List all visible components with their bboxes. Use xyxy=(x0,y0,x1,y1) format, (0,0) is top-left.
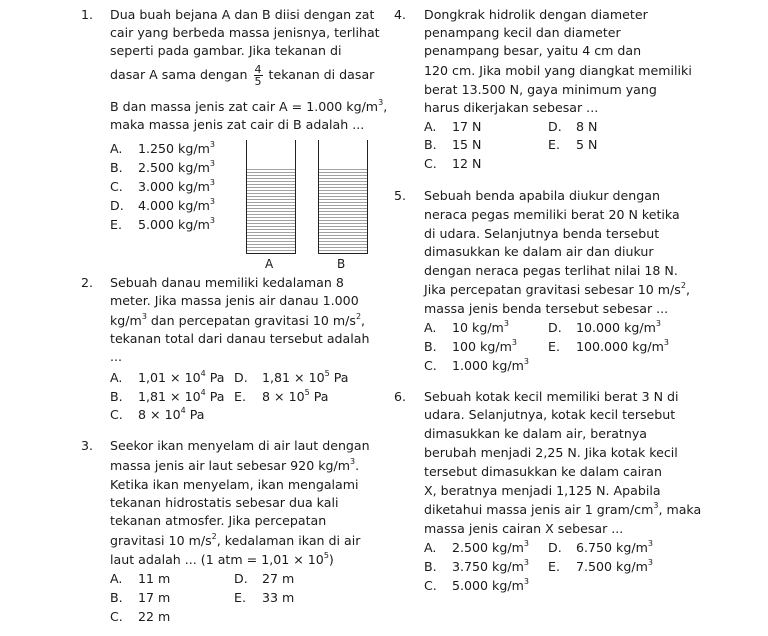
option-text xyxy=(138,216,215,234)
question-text-line: Sebuah kotak kecil memiliki berat 3 N di xyxy=(424,389,679,404)
text-segment: 6.750 kg/m xyxy=(576,540,648,555)
option-label: E. xyxy=(548,339,560,354)
option-label: A. xyxy=(424,540,437,555)
text-segment: 10 kg/m xyxy=(452,320,504,335)
question-text-line: Sebuah danau memiliki kedalaman 8 xyxy=(110,275,344,290)
text-segment: B dan massa jenis zat cair A = 1.000 kg/m xyxy=(110,99,379,114)
text-segment: 7.500 kg/m xyxy=(576,559,648,574)
question-text-line: Sebuah benda apabila diukur dengan xyxy=(424,188,660,203)
option-label: D. xyxy=(234,370,248,385)
superscript: 3 xyxy=(523,577,529,586)
option-text xyxy=(138,197,215,215)
option-label: D. xyxy=(548,320,562,335)
option-text: 17 m xyxy=(138,590,171,605)
option-text xyxy=(452,577,529,595)
question-text-line xyxy=(110,98,387,116)
option-label: C. xyxy=(424,156,437,171)
question-text-line xyxy=(424,501,701,519)
option-text: 22 m xyxy=(138,609,171,624)
superscript: 2 xyxy=(680,281,686,290)
option-label: A. xyxy=(110,571,123,586)
question-text-line: Dongkrak hidrolik dengan diameter xyxy=(424,7,648,22)
option-text: 12 N xyxy=(452,156,482,171)
text-segment: 5.000 kg/m xyxy=(138,217,210,232)
text-segment: 1,81 × 10 xyxy=(262,370,325,385)
superscript: 3 xyxy=(653,501,659,510)
option-label: D. xyxy=(548,540,562,555)
text-segment: , kedalaman ikan di air xyxy=(216,533,361,548)
text-segment: , xyxy=(361,313,366,328)
option-label: A. xyxy=(110,141,123,156)
option-text xyxy=(576,338,669,356)
option-text xyxy=(138,406,204,424)
option-label: B. xyxy=(110,389,123,404)
superscript: 3 xyxy=(511,338,517,347)
superscript: 4 xyxy=(200,388,206,397)
question-text-line: tekanan hidrostatis sebesar dua kali xyxy=(110,495,339,510)
question-text-line xyxy=(110,312,365,330)
text-segment: dan percepatan gravitasi 10 m/s xyxy=(146,313,356,328)
question-text-line xyxy=(110,551,334,569)
superscript: 3 xyxy=(647,558,653,567)
question-text-line: neraca pegas memiliki berat 20 N ketika xyxy=(424,207,680,222)
superscript: 3 xyxy=(209,140,215,149)
text-segment: , xyxy=(383,99,388,114)
question-text-line: massa jenis cairan X sebesar ... xyxy=(424,521,624,536)
question-text-line: dimasukkan ke dalam air dan diukur xyxy=(424,244,654,259)
fraction-denominator: 5 xyxy=(254,75,262,88)
question-text-line: harus dikerjakan sebesar ... xyxy=(424,100,599,115)
option-text xyxy=(452,558,529,576)
question-text-line xyxy=(110,457,359,475)
superscript: 5 xyxy=(323,551,329,560)
superscript: 3 xyxy=(655,319,661,328)
text-segment: 10.000 kg/m xyxy=(576,320,656,335)
question-number: 1. xyxy=(81,7,94,22)
text-segment: 2.500 kg/m xyxy=(138,160,210,175)
question-text-line: tekanan total dari danau tersebut adalah xyxy=(110,331,370,346)
question-number: 4. xyxy=(394,7,407,22)
option-label: A. xyxy=(424,320,437,335)
text-segment: 2.500 kg/m xyxy=(452,540,524,555)
option-label: C. xyxy=(110,609,123,624)
option-label: C. xyxy=(110,407,123,422)
option-text xyxy=(262,388,328,406)
superscript: 3 xyxy=(503,319,509,328)
text-segment: . xyxy=(355,458,360,473)
option-label: C. xyxy=(424,358,437,373)
vessel-a xyxy=(246,140,296,254)
superscript: 3 xyxy=(523,357,529,366)
text-segment: laut adalah ... (1 atm = 1,01 × 10 xyxy=(110,552,324,567)
superscript: 3 xyxy=(647,539,653,548)
option-label: E. xyxy=(548,137,560,152)
option-label: C. xyxy=(424,578,437,593)
vessel-b xyxy=(318,140,368,254)
option-text xyxy=(452,319,509,337)
option-label: B. xyxy=(424,559,437,574)
question-text-line: maka massa jenis zat cair di B adalah ... xyxy=(110,117,365,132)
option-text xyxy=(138,178,215,196)
text-segment: 8 × 10 xyxy=(138,407,181,422)
question-text-line: seperti pada gambar. Jika tekanan di xyxy=(110,43,342,58)
question-text-line: Dua buah bejana A dan B diisi dengan zat xyxy=(110,7,375,22)
superscript: 5 xyxy=(304,388,310,397)
question-text-line: ... xyxy=(110,349,123,364)
question-text-line: dengan neraca pegas terlihat nilai 18 N. xyxy=(424,263,678,278)
question-text-line: dimasukkan ke dalam air, beratnya xyxy=(424,426,648,441)
option-label: C. xyxy=(110,179,123,194)
question-text-line xyxy=(110,532,360,550)
superscript: 3 xyxy=(663,338,669,347)
superscript: 2 xyxy=(211,532,217,541)
question-text-line: tekanan atmosfer. Jika percepatan xyxy=(110,513,327,528)
text-segment: 3.000 kg/m xyxy=(138,179,210,194)
question-text-line: berat 13.500 N, gaya minimum yang xyxy=(424,82,657,97)
option-text xyxy=(138,140,215,158)
option-label: A. xyxy=(424,119,437,134)
superscript: 3 xyxy=(350,457,356,466)
liquid-a xyxy=(247,169,295,253)
question-text-line: udara. Selanjutnya, kotak kecil tersebut xyxy=(424,407,676,422)
superscript: 3 xyxy=(209,178,215,187)
text-segment: , xyxy=(685,282,690,297)
option-text xyxy=(452,357,529,375)
question-text-line: massa jenis benda tersebut sebesar ... xyxy=(424,301,669,316)
superscript: 5 xyxy=(324,369,330,378)
text-segment: 100 kg/m xyxy=(452,339,512,354)
text-segment: ) xyxy=(328,552,334,567)
option-label: B. xyxy=(110,160,123,175)
text-segment: massa jenis air laut sebesar 920 kg/m xyxy=(110,458,351,473)
option-text xyxy=(262,369,348,387)
vessel-b-label: B xyxy=(337,257,346,271)
text-segment: tekanan di dasar xyxy=(268,67,375,82)
question-text-line: berubah menjadi 2,25 N. Jika kotak kecil xyxy=(424,445,678,460)
question-number: 6. xyxy=(394,389,407,404)
option-text xyxy=(138,388,224,406)
option-text xyxy=(138,369,224,387)
fraction-numerator: 4 xyxy=(254,63,262,76)
question-text-line xyxy=(424,281,690,299)
superscript: 3 xyxy=(523,539,529,548)
text-segment: 8 × 10 xyxy=(262,389,305,404)
question-text-line: cair yang berbeda massa jenisnya, terlihat xyxy=(110,25,380,40)
superscript: 2 xyxy=(355,312,362,321)
option-text xyxy=(452,338,517,356)
liquid-b xyxy=(319,169,367,253)
option-label: E. xyxy=(234,389,246,404)
option-label: D. xyxy=(110,198,124,213)
superscript: 4 xyxy=(180,406,186,415)
question-text-line: X, beratnya menjadi 1,125 N. Apabila xyxy=(424,483,661,498)
text-segment: Pa xyxy=(329,370,349,385)
text-segment: 1,01 × 10 xyxy=(138,370,201,385)
option-label: E. xyxy=(548,559,560,574)
vessel-a-label: A xyxy=(265,257,274,271)
option-text xyxy=(576,319,661,337)
option-text xyxy=(138,159,215,177)
question-text-line: meter. Jika massa jenis air danau 1.000 xyxy=(110,293,359,308)
superscript: 3 xyxy=(209,216,215,225)
question-text-line: 120 cm. Jika mobil yang diangkat memiliki xyxy=(424,63,692,78)
option-label: D. xyxy=(234,571,248,586)
option-text: 8 N xyxy=(576,119,598,134)
question-text-line xyxy=(110,64,374,87)
option-text: 5 N xyxy=(576,137,598,152)
option-text xyxy=(576,558,653,576)
text-segment: Jika percepatan gravitasi sebesar 10 m/s xyxy=(424,282,681,297)
question-number: 5. xyxy=(394,188,407,203)
text-segment: 100.000 kg/m xyxy=(576,339,664,354)
text-segment: Pa xyxy=(309,389,329,404)
question-number: 2. xyxy=(81,275,94,290)
superscript: 3 xyxy=(523,558,529,567)
text-segment: dasar A sama dengan xyxy=(110,67,248,82)
question-text-line: Seekor ikan menyelam di air laut dengan xyxy=(110,438,370,453)
text-segment: 3.750 kg/m xyxy=(452,559,524,574)
superscript: 3 xyxy=(209,159,215,168)
option-label: D. xyxy=(548,119,562,134)
option-label: A. xyxy=(110,370,123,385)
text-segment: 1.000 kg/m xyxy=(452,358,524,373)
text-segment: 4.000 kg/m xyxy=(138,198,210,213)
text-segment: Pa xyxy=(205,389,225,404)
option-text: 27 m xyxy=(262,571,295,586)
superscript: 4 xyxy=(200,369,206,378)
text-segment: 5.000 kg/m xyxy=(452,578,524,593)
superscript: 3 xyxy=(378,98,384,107)
fraction xyxy=(254,64,263,87)
option-text: 17 N xyxy=(452,119,482,134)
option-text xyxy=(576,539,653,557)
text-segment: 1.250 kg/m xyxy=(138,141,210,156)
option-label: E. xyxy=(110,217,122,232)
question-text-line: di udara. Selanjutnya benda tersebut xyxy=(424,226,660,241)
option-text: 33 m xyxy=(262,590,295,605)
option-label: B. xyxy=(110,590,123,605)
question-text-line: Ketika ikan menyelam, ikan mengalami xyxy=(110,477,359,492)
option-text xyxy=(452,539,529,557)
question-number: 3. xyxy=(81,438,94,453)
superscript: 3 xyxy=(209,197,215,206)
option-text: 15 N xyxy=(452,137,482,152)
option-label: B. xyxy=(424,137,437,152)
text-segment: 1,81 × 10 xyxy=(138,389,201,404)
option-label: E. xyxy=(234,590,246,605)
text-segment: diketahui massa jenis air 1 gram/cm xyxy=(424,502,654,517)
text-segment: Pa xyxy=(205,370,225,385)
text-segment: kg/m xyxy=(110,313,142,328)
option-label: B. xyxy=(424,339,437,354)
question-text-line: penampang kecil dan diameter xyxy=(424,25,621,40)
question-text-line: penampang besar, yaitu 4 cm dan xyxy=(424,43,642,58)
question-text-line: tersebut dimasukkan ke dalam cairan xyxy=(424,464,662,479)
text-segment: , maka xyxy=(658,502,702,517)
text-segment: Pa xyxy=(185,407,205,422)
option-text: 11 m xyxy=(138,571,171,586)
text-segment: gravitasi 10 m/s xyxy=(110,533,212,548)
superscript: 3 xyxy=(141,312,147,321)
